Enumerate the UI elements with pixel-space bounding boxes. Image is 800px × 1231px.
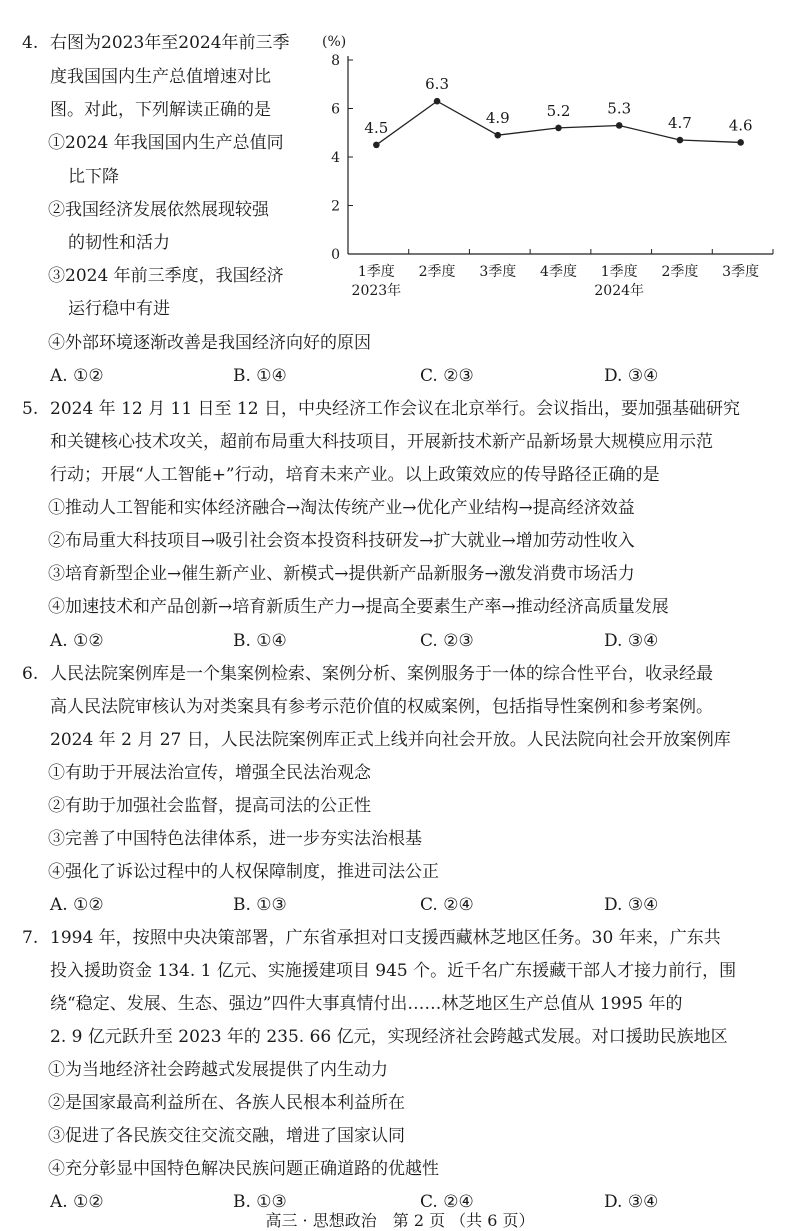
data-label: 4.9 — [485, 109, 510, 128]
q7-option-b: B. ①③ — [233, 1192, 287, 1212]
data-label: 4.7 — [667, 114, 692, 133]
q5-stem-line-1: 2024 年 12 月 11 日至 12 日，中央经济工作会议在北京举行。会议指出，要加强基础研究 — [50, 399, 740, 419]
q6-item-2: ②有助于加强社会监督，提高司法的公正性 — [48, 796, 371, 816]
q7-stem-line-2: 投入援助资金 134. 1 亿元、实施援建项目 945 个。近千名广东援藏干部人才接力前行，围 — [50, 961, 737, 981]
q7-number: 7. — [22, 928, 39, 948]
q4-item-4: ④外部环境逐渐改善是我国经济向好的原因 — [48, 333, 371, 353]
q4-option-d: D. ③④ — [604, 366, 659, 386]
x-tick-label: 1季度 — [357, 264, 395, 280]
q6-item-3: ③完善了中国特色法律体系，进一步夯实法治根基 — [48, 829, 422, 849]
q5-item-2: ②布局重大科技项目→吸引社会资本投资科技研发→扩大就业→增加劳动性收入 — [48, 531, 635, 551]
data-point — [555, 125, 562, 132]
data-point — [373, 142, 380, 149]
data-label: 4.6 — [728, 116, 753, 135]
gdp-growth-chart-svg — [318, 30, 788, 300]
q6-stem-line-2: 高人民法院审核认为对类案具有参考示范价值的权威案例，包括指导性案例和参考案例。 — [50, 697, 713, 717]
data-label: 4.5 — [364, 118, 389, 137]
q4-stem-line-3: 图。对此，下列解读正确的是 — [50, 100, 271, 120]
q4-item-3-cont: 运行稳中有进 — [68, 299, 170, 319]
q5-stem-line-2: 和关键核心技术攻关，超前布局重大科技项目，开展新技术新产品新场景大规模应用示范 — [50, 432, 713, 452]
y-tick-label: 6 — [331, 101, 340, 118]
q4-item-1: ①2024 年我国国内生产总值同 — [48, 133, 284, 153]
q7-item-2: ②是国家最高利益所在、各族人民根本利益所在 — [48, 1093, 405, 1113]
q5-item-3: ③培育新型企业→催生新产业、新模式→提供新产品新服务→激发消费市场活力 — [48, 564, 635, 584]
x-tick-label: 4季度 — [540, 264, 577, 280]
q6-item-1: ①有助于开展法治宣传，增强全民法治观念 — [48, 763, 371, 783]
data-label: 5.3 — [607, 99, 632, 118]
q4-number: 4. — [22, 33, 39, 53]
q5-item-1: ①推动人工智能和实体经济融合→淘汰传统产业→优化产业结构→提高经济效益 — [48, 498, 635, 518]
data-point — [434, 98, 441, 105]
q6-stem-line-1: 人民法院案例库是一个集案例检索、案例分析、案例服务于一体的综合性平台，收录经最 — [50, 664, 713, 684]
q4-stem-line-2: 度我国国内生产总值增速对比 — [50, 67, 271, 87]
year-label-2023: 2023年 — [351, 283, 402, 299]
data-label: 5.2 — [546, 101, 571, 120]
q6-stem-line-3: 2024 年 2 月 27 日，人民法院案例库正式上线并向社会开放。人民法院向社会开放案例库 — [50, 730, 731, 750]
data-label: 6.3 — [425, 75, 450, 94]
q4-item-1-cont: 比下降 — [68, 167, 119, 187]
q6-item-4: ④强化了诉讼过程中的人权保障制度，推进司法公正 — [48, 862, 439, 882]
q5-option-a: A. ①② — [50, 631, 104, 651]
q5-option-d: D. ③④ — [604, 631, 659, 651]
q4-item-2-cont: 的韧性和活力 — [68, 233, 170, 253]
q7-stem-line-3: 绕“稳定、发展、生态、强边”四件大事真情付出……林芝地区生产总值从 1995 年的 — [50, 994, 683, 1014]
data-point — [737, 139, 744, 146]
q4-item-2: ②我国经济发展依然展现较强 — [48, 200, 269, 220]
q4-stem-line-1: 右图为2023年至2024年前三季 — [50, 33, 290, 53]
q7-stem-line-1: 1994 年，按照中央决策部署，广东省承担对口支援西藏林芝地区任务。30 年来，广东共 — [50, 928, 721, 948]
gdp-growth-chart — [318, 30, 788, 300]
x-tick-label: 2季度 — [418, 264, 456, 280]
q4-option-c: C. ②③ — [420, 366, 474, 386]
data-point — [616, 122, 623, 129]
year-label-2024: 2024年 — [594, 283, 645, 299]
q6-option-b: B. ①③ — [233, 895, 287, 915]
q6-option-a: A. ①② — [50, 895, 104, 915]
y-tick-label: 4 — [331, 150, 340, 166]
y-tick-label: 2 — [331, 198, 340, 215]
q7-option-c: C. ②④ — [420, 1192, 474, 1212]
q6-option-c: C. ②④ — [420, 895, 474, 915]
y-tick-label: 0 — [331, 247, 340, 263]
data-point — [494, 132, 501, 139]
q6-option-d: D. ③④ — [604, 895, 659, 915]
q4-item-3: ③2024 年前三季度，我国经济 — [48, 266, 284, 286]
q5-item-4: ④加速技术和产品创新→培育新质生产力→提高全要素生产率→推动经济高质量发展 — [48, 597, 669, 617]
q4-option-a: A. ①② — [50, 366, 104, 386]
q7-option-a: A. ①② — [50, 1192, 104, 1212]
q5-option-b: B. ①④ — [233, 631, 287, 651]
q7-option-d: D. ③④ — [604, 1192, 659, 1212]
q5-option-c: C. ②③ — [420, 631, 474, 651]
q5-stem-line-3: 行动；开展“人工智能+”行动，培育未来产业。以上政策效应的传导路径正确的是 — [50, 465, 660, 485]
data-point — [677, 137, 684, 144]
q7-stem-line-4: 2. 9 亿元跃升至 2023 年的 235. 66 亿元，实现经济社会跨越式发展。对口援助民族地区 — [50, 1027, 728, 1047]
y-axis-label: (%) — [322, 34, 347, 50]
page-footer: 高三 · 思想政治 第 2 页 （共 6 页） — [265, 1211, 535, 1230]
q7-item-3: ③促进了各民族交往交流交融，增进了国家认同 — [48, 1126, 405, 1146]
q4-option-b: B. ①④ — [233, 366, 287, 386]
x-tick-label: 3季度 — [479, 264, 517, 280]
y-tick-label: 8 — [331, 53, 340, 69]
q7-item-4: ④充分彰显中国特色解决民族问题正确道路的优越性 — [48, 1159, 439, 1179]
q5-number: 5. — [22, 399, 39, 419]
q6-number: 6. — [22, 664, 39, 684]
x-tick-label: 3季度 — [722, 264, 760, 280]
x-tick-label: 2季度 — [661, 264, 699, 280]
q7-item-1: ①为当地经济社会跨越式发展提供了内生动力 — [48, 1060, 388, 1080]
x-tick-label: 1季度 — [600, 264, 638, 280]
